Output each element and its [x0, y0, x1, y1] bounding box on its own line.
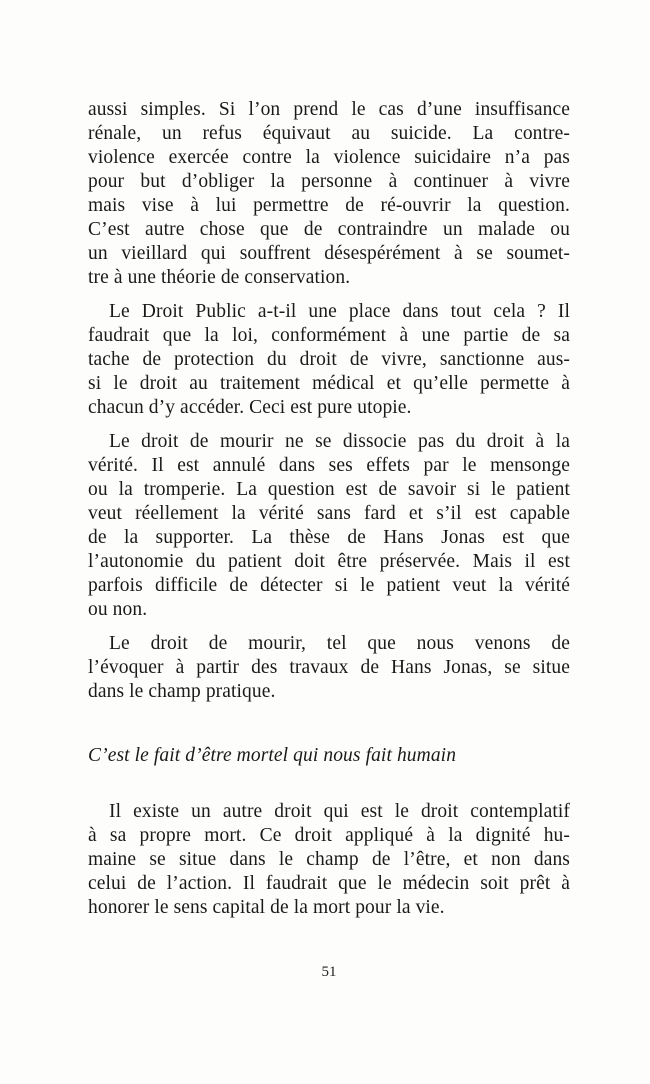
text-line: parfois difficile de détecter si le patient veut la vérité [88, 575, 570, 596]
paragraph [88, 430, 570, 622]
page-number: 51 [321, 964, 337, 980]
text-line: Le droit de mourir ne se dissocie pas du droit à la [109, 431, 570, 452]
paragraph [88, 632, 570, 704]
text-line: à sa propre mort. Ce droit appliqué à la dignité hu- [88, 825, 570, 846]
text-column [88, 98, 570, 920]
text-line: un vieillard qui souffrent désespérément à se soumet- [88, 243, 570, 264]
text-line: Le droit de mourir, tel que nous venons de [109, 633, 570, 654]
text-line: l’évoquer à partir des travaux de Hans Jonas, se situe [88, 657, 570, 678]
paragraph [88, 98, 570, 290]
text-line: si le droit au traitement médical et qu’elle permette à [88, 373, 570, 394]
paragraph [88, 300, 570, 420]
text-line: tache de protection du droit de vivre, sanctionne aus- [88, 349, 570, 370]
paragraph [88, 800, 570, 920]
text-line: faudrait que la loi, conformément à une partie de sa [88, 325, 570, 346]
text-line: de la supporter. La thèse de Hans Jonas est que [88, 527, 570, 548]
text-line: vérité. Il est annulé dans ses effets par le mensonge [88, 455, 570, 476]
text-line: C’est autre chose que de contraindre un malade ou [88, 219, 570, 240]
text-line: tre à une théorie de conservation. [88, 267, 351, 288]
text-line: chacun d’y accéder. Ceci est pure utopie. [88, 397, 412, 418]
text-line: celui de l’action. Il faudrait que le médecin soit prêt à [88, 873, 570, 894]
text-line: aussi simples. Si l’on prend le cas d’une insuffisance [88, 99, 570, 120]
text-line: Il existe un autre droit qui est le droit contemplatif [109, 801, 570, 822]
text-line: mais vise à lui permettre de ré-ouvrir la question. [88, 195, 570, 216]
text-line: dans le champ pratique. [88, 681, 276, 702]
text-line: ou la tromperie. La question est de savoir si le patient [88, 479, 570, 500]
text-line: pour but d’obliger la personne à continuer à vivre [88, 171, 570, 192]
section-heading: C’est le fait d’être mortel qui nous fait humain [88, 745, 457, 766]
text-line: Le Droit Public a-t-il une place dans tout cela ? Il [109, 301, 570, 322]
text-line: violence exercée contre la violence suicidaire n’a pas [88, 147, 570, 168]
text-line: ou non. [88, 599, 148, 620]
text-line: honorer le sens capital de la mort pour la vie. [88, 897, 445, 918]
text-line: veut réellement la vérité sans fard et s’il est capable [88, 503, 570, 524]
text-line: rénale, un refus équivaut au suicide. La contre- [88, 123, 570, 144]
text-line: l’autonomie du patient doit être préservée. Mais il est [88, 551, 570, 572]
text-line: maine se situe dans le champ de l’être, et non dans [88, 849, 570, 870]
